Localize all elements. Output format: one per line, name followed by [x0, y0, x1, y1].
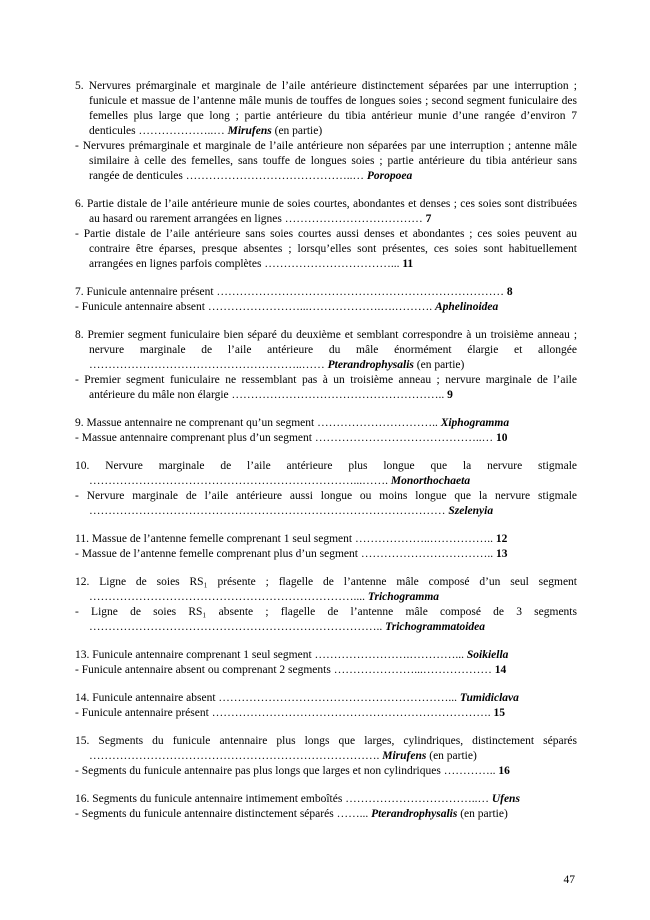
lead-text: Nervure marginale de l’aile antérieure plus longue que la nervure stigmale [105, 460, 577, 472]
key-lead [75, 328, 577, 373]
lead-text: Segments du funicule antennaire intimement emboîtés [92, 793, 346, 805]
lead-marker: 12. [75, 576, 100, 588]
result-number: 8 [506, 286, 513, 298]
lead-marker: 16. [75, 793, 93, 805]
lead-marker: 8. [75, 329, 88, 341]
result-taxon: Szelenyia [448, 505, 494, 517]
lead-marker: - [75, 374, 85, 386]
lead-text: Funicule antennaire présent [81, 707, 212, 719]
leader-dots: …………………….…………... [314, 649, 467, 661]
leader-dots: ……………………...……………….….………. [207, 301, 435, 313]
leader-dots: …………………………………………………………………. [89, 750, 383, 762]
lead-text: Partie distale de l’aile antérieure munie de soies courtes, abondantes et denses ; ces soies sont distribuées au hasard ou rarement arrangées en lignes [86, 198, 577, 225]
couplet-6 [75, 197, 577, 272]
lead-marker: - [75, 301, 82, 313]
key-lead [75, 139, 577, 184]
leader-dots: ………………………………………………………………….. [89, 621, 386, 633]
result-taxon: Tumidiclava [459, 692, 519, 704]
leader-dots: ………………………………………………………………… [216, 286, 507, 298]
lead-text: Funicule antennaire présent [86, 286, 217, 298]
lead-text: Segments du funicule antennaire distinctement séparés [81, 808, 337, 820]
key-lead [75, 575, 577, 605]
result-number: 16 [498, 765, 510, 777]
lead-marker: 6. [75, 198, 87, 210]
result-suffix: (en partie) [271, 125, 323, 137]
lead-text: Massue de l’antenne femelle comprenant plus d’un segment [81, 548, 361, 560]
key-lead [75, 532, 577, 547]
result-number: 14 [494, 664, 507, 676]
result-taxon: Trichogramma [367, 591, 440, 603]
lead-text: Segments du funicule antennaire pas plus longs que larges et non cylindriques [81, 765, 444, 777]
lead-marker: 7. [75, 286, 87, 298]
lead-marker: - [75, 490, 87, 502]
lead-text: Segments du funicule antennaire plus longs que larges, cylindriques, distinctement séparés [98, 735, 577, 747]
leader-dots: ……………………………………..… [314, 432, 496, 444]
key-lead [75, 431, 577, 446]
leader-dots: ……………………………………………………... [218, 692, 460, 704]
key-lead [75, 285, 577, 300]
lead-text: Nervures prémarginale et marginale de l’aile antérieure non séparées par une interruption ; antenne mâle similaire à celle des femelles, sans touffe de longues soies ; partie antérieure du tibia antérieur sans rangée de denticules [82, 140, 577, 182]
result-suffix: (en partie) [413, 359, 465, 371]
leader-dots: ………….. [443, 765, 499, 777]
lead-text: Funicule antennaire comprenant 1 seul segment [92, 649, 315, 661]
key-lead [75, 416, 577, 431]
lead-text: Premier segment funiculaire bien séparé du deuxième et semblant correspondre à un troisième anneau ; nervure marginale de l’aile antérieure du mâle énormément élargie et allongée [87, 329, 578, 356]
leader-dots: ………………..… [138, 125, 228, 137]
lead-text: Massue antennaire comprenant plus d’un segment [81, 432, 315, 444]
result-number: 11 [402, 258, 414, 270]
key-lead [75, 300, 577, 315]
lead-marker: - [75, 432, 82, 444]
lead-marker: 14. [75, 692, 93, 704]
leader-dots: ……………………………………………….. [231, 389, 448, 401]
result-number: 13 [495, 548, 508, 560]
result-number: 7 [425, 213, 432, 225]
lead-marker: - [75, 765, 82, 777]
result-number: 10 [495, 432, 508, 444]
leader-dots: ……... [336, 808, 372, 820]
page-number: 47 [563, 874, 575, 886]
key-lead [75, 605, 577, 635]
couplet-9 [75, 416, 577, 446]
couplet-8 [75, 328, 577, 403]
couplet-11 [75, 532, 577, 562]
key-lead [75, 792, 577, 807]
result-taxon: Poropoea [366, 170, 413, 182]
key-lead [75, 547, 577, 562]
result-number: 9 [447, 389, 453, 401]
identification-key [75, 79, 577, 822]
key-lead [75, 648, 577, 663]
key-lead [75, 227, 577, 272]
result-taxon: Mirufens [227, 125, 272, 137]
leader-dots: ………………………………………………..…… [89, 359, 328, 371]
key-lead [75, 373, 577, 403]
lead-text: Partie distale de l’aile antérieure sans soies courtes aussi denses et abondantes ; ces soies peuvent au contraire être éparses, presque absentes ; lorsqu’elles sont présentes, ces soies sont habituellement arrangées en lignes parfois complètes [83, 228, 577, 270]
key-lead [75, 764, 577, 779]
key-lead [75, 79, 577, 139]
key-lead [75, 489, 577, 519]
lead-marker: - [75, 140, 83, 152]
couplet-13 [75, 648, 577, 678]
leader-dots: …………………...……………… [333, 664, 495, 676]
lead-text: Ligne de soies RS₁ absente ; flagelle de l’antenne mâle composé de 3 segments [91, 606, 577, 618]
result-taxon: Aphelinoidea [434, 301, 499, 313]
result-taxon: Soikiella [466, 649, 509, 661]
lead-marker: 15. [75, 735, 99, 747]
lead-text: Massue de l’antenne femelle comprenant 1 seul segment [91, 533, 355, 545]
leader-dots: …………………………………………………………….... [89, 591, 368, 603]
key-lead [75, 459, 577, 489]
result-taxon: Xiphogramma [440, 417, 510, 429]
couplet-5 [75, 79, 577, 184]
result-taxon: Trichogrammatoidea [385, 621, 486, 633]
lead-marker: 10. [75, 460, 106, 472]
result-suffix: (en partie) [426, 750, 477, 762]
lead-text: Funicule antennaire absent [81, 301, 208, 313]
result-taxon: Pterandrophysalis [371, 808, 458, 820]
lead-marker: - [75, 548, 82, 560]
lead-text: Ligne de soies RS₁ présente ; flagelle de l’antenne mâle composé d’un seul segment [99, 576, 577, 588]
lead-marker: - [75, 808, 82, 820]
key-lead [75, 691, 577, 706]
key-lead [75, 734, 577, 764]
lead-marker: 5. [75, 80, 89, 92]
leader-dots: ………………………….. [317, 417, 441, 429]
lead-marker: 13. [75, 649, 93, 661]
lead-marker: 11. [75, 533, 92, 545]
lead-text: Funicule antennaire absent ou comprenant 2 segments [81, 664, 334, 676]
lead-marker: - [75, 606, 92, 618]
leader-dots: ……………………………... [264, 258, 403, 270]
leader-dots: ………………………………………………………………. [211, 707, 494, 719]
leader-dots: ……………………………………………………………...……. [89, 475, 391, 487]
couplet-14 [75, 691, 577, 721]
result-taxon: Pterandrophysalis [327, 359, 414, 371]
lead-text: Funicule antennaire absent [92, 692, 219, 704]
couplet-15 [75, 734, 577, 779]
lead-marker: - [75, 707, 82, 719]
lead-text: Premier segment funiculaire ne ressemblant pas à un troisième anneau ; nervure marginale de l’aile antérieure du mâle non élargie [84, 374, 577, 401]
key-lead [75, 706, 577, 721]
leader-dots: ……………………………………..… [185, 170, 367, 182]
result-taxon: Monorthochaeta [390, 475, 471, 487]
couplet-16 [75, 792, 577, 822]
lead-text: Nervures prémarginale et marginale de l’aile antérieure distinctement séparées par une interruption ; funicule et massue de l’antenne mâle munis de touffes de longues soies ; second segment funiculaire des femelles plus large que long ; partie antérieure du tibia antérieur munie d’une rangée d’environ 7 denticules [88, 80, 577, 137]
couplet-7 [75, 285, 577, 315]
lead-marker: - [75, 228, 84, 240]
key-lead [75, 663, 577, 678]
lead-text: Nervure marginale de l’aile antérieure aussi longue ou moins longue que la nervure stigmale [86, 490, 577, 502]
lead-marker: 9. [75, 417, 87, 429]
key-lead [75, 807, 577, 822]
result-taxon: Mirufens [382, 750, 427, 762]
leader-dots: ………………..…………….. [354, 533, 496, 545]
leader-dots: ……………………………..… [345, 793, 492, 805]
key-lead [75, 197, 577, 227]
leader-dots: …………………………….. [360, 548, 496, 560]
lead-marker: - [75, 664, 82, 676]
couplet-10 [75, 459, 577, 519]
leader-dots: ……………………………… [284, 213, 426, 225]
leader-dots: ………………………………………………………………………………… [89, 505, 449, 517]
lead-text: Massue antennaire ne comprenant qu’un segment [86, 417, 318, 429]
result-taxon: Ufens [491, 793, 520, 805]
couplet-12 [75, 575, 577, 635]
result-number: 12 [495, 533, 508, 545]
result-suffix: (en partie) [457, 808, 508, 820]
result-number: 15 [493, 707, 505, 719]
